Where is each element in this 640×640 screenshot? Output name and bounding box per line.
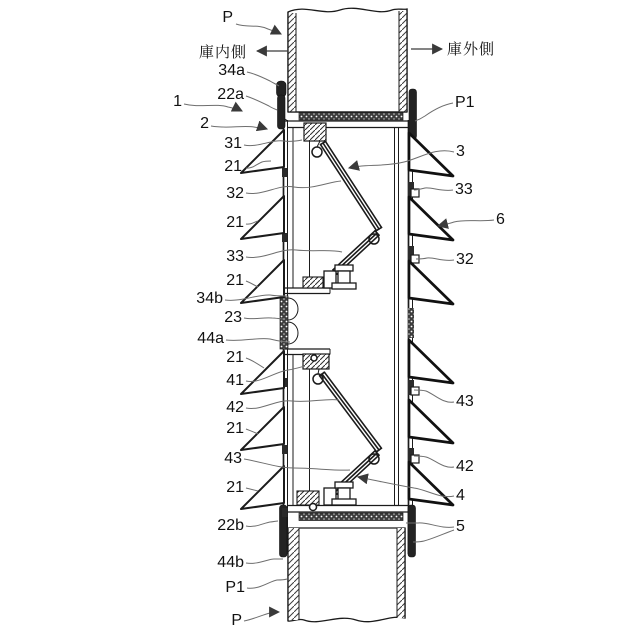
label-3: 3 xyxy=(456,143,465,160)
upper-shelf-bracket-34b xyxy=(303,277,323,288)
label-32-left: 32 xyxy=(226,185,244,202)
label-41: 41 xyxy=(226,372,244,389)
plate-p1-bottom-right xyxy=(408,505,416,557)
panel-top-right-edge-band xyxy=(399,11,407,112)
label-32-right: 32 xyxy=(456,251,474,268)
right-fin-6 xyxy=(409,133,453,176)
leader-32-right xyxy=(416,258,454,261)
label-22a: 22a xyxy=(217,86,244,103)
lower-end-spool-flange xyxy=(335,482,353,488)
seal-fins-left xyxy=(241,130,284,509)
label-21-1: 21 xyxy=(224,158,242,175)
left-fin-21 xyxy=(241,466,284,509)
label-21-2: 21 xyxy=(226,214,244,231)
right-fin-6 xyxy=(409,197,453,240)
label-42-right: 42 xyxy=(456,458,474,475)
leader-21-4 xyxy=(246,358,264,368)
leader-1 xyxy=(184,104,242,111)
label-outside-side: 庫外側 xyxy=(447,41,496,58)
leader-22b xyxy=(246,521,278,526)
panel-bottom-right-edge-band xyxy=(397,528,405,618)
label-p-bottom: P xyxy=(231,612,242,629)
label-22b: 22b xyxy=(217,517,244,534)
panel-bottom-left-edge-band xyxy=(288,528,299,620)
upper-damper-blade xyxy=(303,123,382,289)
holder-22a xyxy=(278,95,286,129)
label-43-left: 43 xyxy=(224,450,242,467)
panel-bottom-body xyxy=(288,528,405,622)
right-fin-6 xyxy=(409,340,453,383)
label-33-right: 33 xyxy=(455,181,473,198)
leader-p-bottom xyxy=(244,612,279,621)
left-fin-21 xyxy=(241,130,284,173)
label-34b: 34b xyxy=(196,290,223,307)
lower-end-spool-base xyxy=(332,499,356,505)
leader-43-right xyxy=(414,390,454,402)
packing-34a xyxy=(277,81,287,97)
upper-pivot-bracket-31 xyxy=(304,123,326,141)
leader-33-right xyxy=(414,188,453,191)
leader-6 xyxy=(438,220,494,226)
label-1: 1 xyxy=(173,93,182,110)
panel-bottom xyxy=(288,528,405,622)
panel-top xyxy=(288,8,407,112)
leader-33-left xyxy=(246,250,342,258)
label-43-right: 43 xyxy=(456,393,474,410)
label-31: 31 xyxy=(224,135,242,152)
right-fin-6 xyxy=(409,400,453,443)
upper-end-spool-base xyxy=(332,283,356,289)
lower-end-spool-stem xyxy=(338,488,350,500)
mid-seal-bulbs xyxy=(288,298,298,344)
label-inside-side: 庫内側 xyxy=(198,44,247,61)
leader-23 xyxy=(244,318,283,319)
right-fin-6 xyxy=(409,261,453,304)
leader-21-3 xyxy=(246,281,258,287)
panel-top-body xyxy=(288,8,407,112)
leader-44b xyxy=(246,559,283,563)
upper-pivot-knob xyxy=(312,147,322,157)
lower-bracket-screw xyxy=(310,504,317,511)
leader-43-left xyxy=(244,459,350,470)
panel-top-left-edge-band xyxy=(288,13,296,112)
lower-shelf-bracket-44b xyxy=(297,491,319,505)
label-42-left: 42 xyxy=(226,399,244,416)
leader-p1-bottom xyxy=(247,579,287,588)
leader-21-6 xyxy=(246,488,258,491)
leader-2 xyxy=(211,126,267,129)
label-p1-top: P1 xyxy=(455,94,475,111)
bottom-gasket-strip xyxy=(299,513,403,521)
upper-end-spool-flange xyxy=(335,265,353,271)
label-6: 6 xyxy=(496,211,505,228)
reference-labels xyxy=(173,9,505,629)
label-21-6: 21 xyxy=(226,479,244,496)
leader-22a xyxy=(246,96,277,110)
label-33-left: 33 xyxy=(226,248,244,265)
leader-p-top xyxy=(236,24,281,34)
right-fin-6 xyxy=(409,462,453,505)
label-4: 4 xyxy=(456,487,465,504)
label-p-top: P xyxy=(222,9,233,26)
label-2: 2 xyxy=(200,115,209,132)
label-44a: 44a xyxy=(197,330,224,347)
leader-p1-top xyxy=(415,103,453,121)
plate-p1-top xyxy=(409,89,417,139)
left-fin-21 xyxy=(241,196,284,239)
leader-21-5 xyxy=(246,429,258,434)
label-21-4: 21 xyxy=(226,349,244,366)
catch-block xyxy=(411,387,419,395)
label-44b: 44b xyxy=(217,554,244,571)
label-21-3: 21 xyxy=(226,272,244,289)
leader-5-b xyxy=(413,530,454,542)
label-23: 23 xyxy=(224,309,242,326)
label-21-5: 21 xyxy=(226,420,244,437)
upper-end-spool-stem xyxy=(338,271,350,284)
lower-bracket-pin xyxy=(311,355,317,361)
leader-42-right xyxy=(414,456,454,467)
leader-34a xyxy=(247,72,279,86)
label-5: 5 xyxy=(456,518,465,535)
label-p1-bottom: P1 xyxy=(225,579,245,596)
left-fin-21 xyxy=(241,407,284,450)
right-rail-seal-segment xyxy=(408,308,414,338)
label-34a: 34a xyxy=(218,62,245,79)
top-gasket-strip xyxy=(299,113,403,121)
